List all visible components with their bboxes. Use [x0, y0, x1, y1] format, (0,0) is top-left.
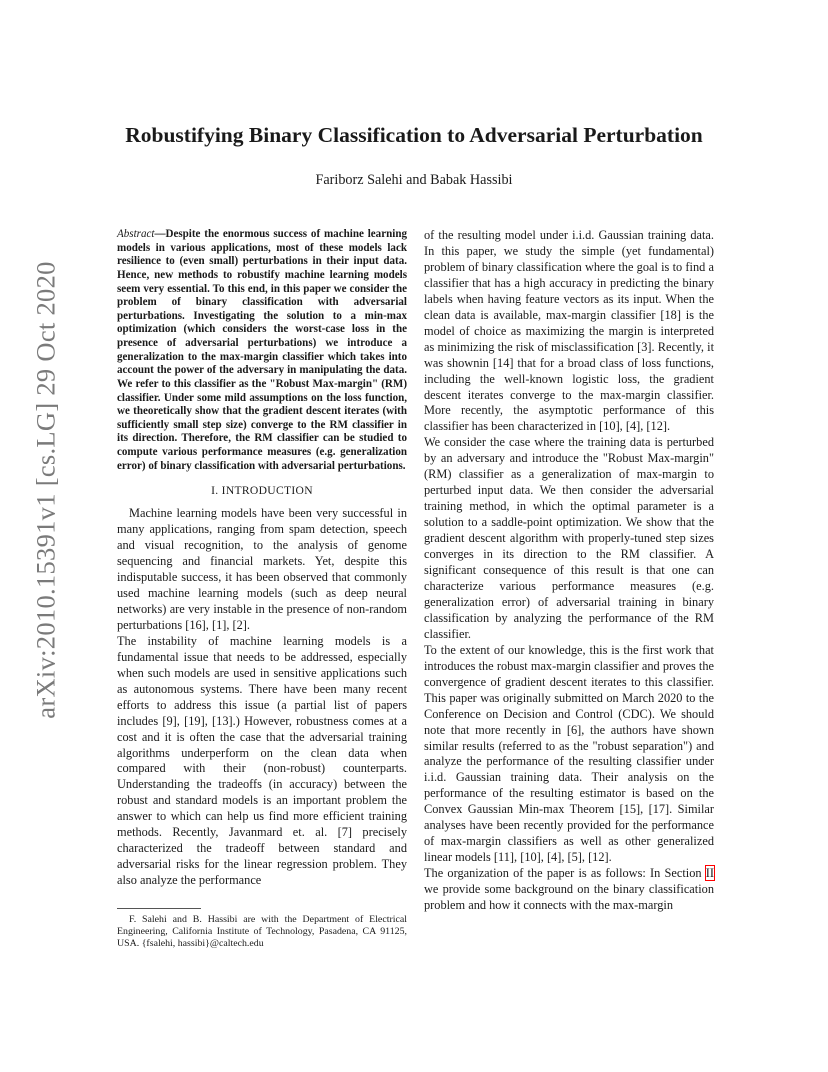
section-ii-link[interactable]: II: [705, 866, 714, 881]
right-column: [424, 228, 714, 914]
body-paragraph-3: of the resulting model under i.i.d. Gaussian training data. In this paper, we study the simple (yet fundamental) problem of binary classification where the goal is to find a classifier that has a high accuracy in predicting the binary labels when having feature vectors as its input. When the clean data is available, max-margin classifier [18] is the model of choice as maximizing the margin is interpreted as minimizing the risk of misclassification [3]. Recently, it was shownin [14] that for a broad class of loss functions, including the well-known logistic loss, the gradient descent iterates converge to the max-margin classifier. More recently, the asymptotic performance of this classifier has been characterized in [10], [4], [12].: [424, 228, 714, 434]
paragraph-6-text-after: we provide some background on the binary classification problem and how it connects with the max-margin: [424, 882, 714, 913]
arxiv-identifier-stamp: [26, 261, 66, 719]
paper-title: Robustifying Binary Classification to Adversarial Perturbation: [125, 123, 703, 147]
abstract-text: Despite the enormous success of machine learning models in various applications, most of these models lack resilience to (even small) perturbations in their input data. Hence, new methods to robustify machine learning models seem very essential. To this end, in this paper we consider the problem of binary classification with adversarial perturbations. Investigating the solution to a min-max optimization (which considers the worst-case loss in the presence of adversarial perturbations) we introduce a generalization to the max-margin classifier which takes into account the power of the adversary in manipulating the data. We refer to this classifier as the "Robust Max-margin" (RM) classifier. Under some mild assumptions on the loss function, we theoretically show that the gradient descent iterates (with sufficiently small step size) converge to the RM classifier in its direction. Therefore, the RM classifier can be studied to compute various performance measures (e.g. generalization error) of binary classification with adversarial perturbations.: [117, 228, 407, 472]
paragraph-6-text-before: The organization of the paper is as follows: In Section: [424, 866, 706, 881]
abstract: [117, 228, 407, 473]
intro-paragraph-2: The instability of machine learning models is a fundamental issue that needs to be addressed, especially when such models are used in sensitive applications such as autonomous systems. There have been many recent efforts to address this issue (a partial list of papers includes [9], [19], [13].) However, robustness comes at a cost and it is often the case that the adversarial training algorithms underperform on the clean data when compared with their (non-robust) counterparts. Understanding the tradeoffs (in accuracy) between the robust and standard models is an important problem the answer to which can help us find more efficient training methods. Recently, Javanmard et. al. [7] precisely characterized the tradeoff between standard and adversarial risks for the linear regression problem. They also analyze the performance: [117, 633, 407, 888]
footnote: [117, 914, 407, 951]
section-heading-introduction: I. INTRODUCTION: [211, 484, 313, 498]
body-paragraph-4: We consider the case where the training data is perturbed by an adversary and introduce the "Robust Max-margin" (RM) classifier as a generalization of max-margin to perturbed input data. We then consider the adversarial training method, in which the optimal parameter is a solution to a saddle-point optimization. We show that the gradient descent algorithm with properly-tuned step sizes converges in its direction to the RM classifier. A significant consequence of this result is that one can characterize various performance measures (e.g. generalization error) of adversarial training in binary classification by analyzing the performance of the RM classifier.: [424, 435, 714, 641]
body-paragraph-6: [424, 866, 714, 914]
arxiv-identifier-text: arXiv:2010.15391v1 [cs.LG] 29 Oct 2020: [30, 261, 61, 719]
abstract-dash: —: [154, 228, 166, 240]
footnote-text: F. Salehi and B. Hassibi are with the Department of Electrical Engineering, California Institute of Technology, Pasadena, CA 91125, USA. {fsalehi, hassibi}@caltech.edu: [117, 914, 407, 950]
intro-paragraph-1: Machine learning models have been very successful in many applications, ranging from spam detection, speech and visual recognition, to the analysis of genome sequencing and financial markets. Yet, despite this indisputable success, it has been observed that commonly used machine learning models (such as deep neural networks) are very instable in the presence of non-random perturbations [16], [1], [2].: [117, 506, 407, 632]
paper-authors: Fariborz Salehi and Babak Hassibi: [315, 172, 513, 188]
body-paragraph-5: To the extent of our knowledge, this is the first work that introduces the robust max-margin classifier and proves the convergence of gradient descent iterates to this classifier. This paper was originally submitted on March 2020 to the Conference on Decision and Control (CDC). We should note that more recently in [6], the authors have shown similar results (referred to as the "robust separation") and analyze the performance of the resulting classifier under i.i.d. Gaussian training data. Their analysis on the performance of the resulting estimator is based on the Convex Gaussian Min-max Theorem [15], [17]. Similar analyses have been recently provided for the performance of max-margin classifiers as well as other generalized linear models [11], [10], [4], [5], [12].: [424, 642, 714, 865]
abstract-paragraph: [117, 228, 407, 473]
footnote-rule: [117, 908, 201, 909]
abstract-label: Abstract: [117, 228, 155, 240]
left-column: [117, 228, 407, 951]
